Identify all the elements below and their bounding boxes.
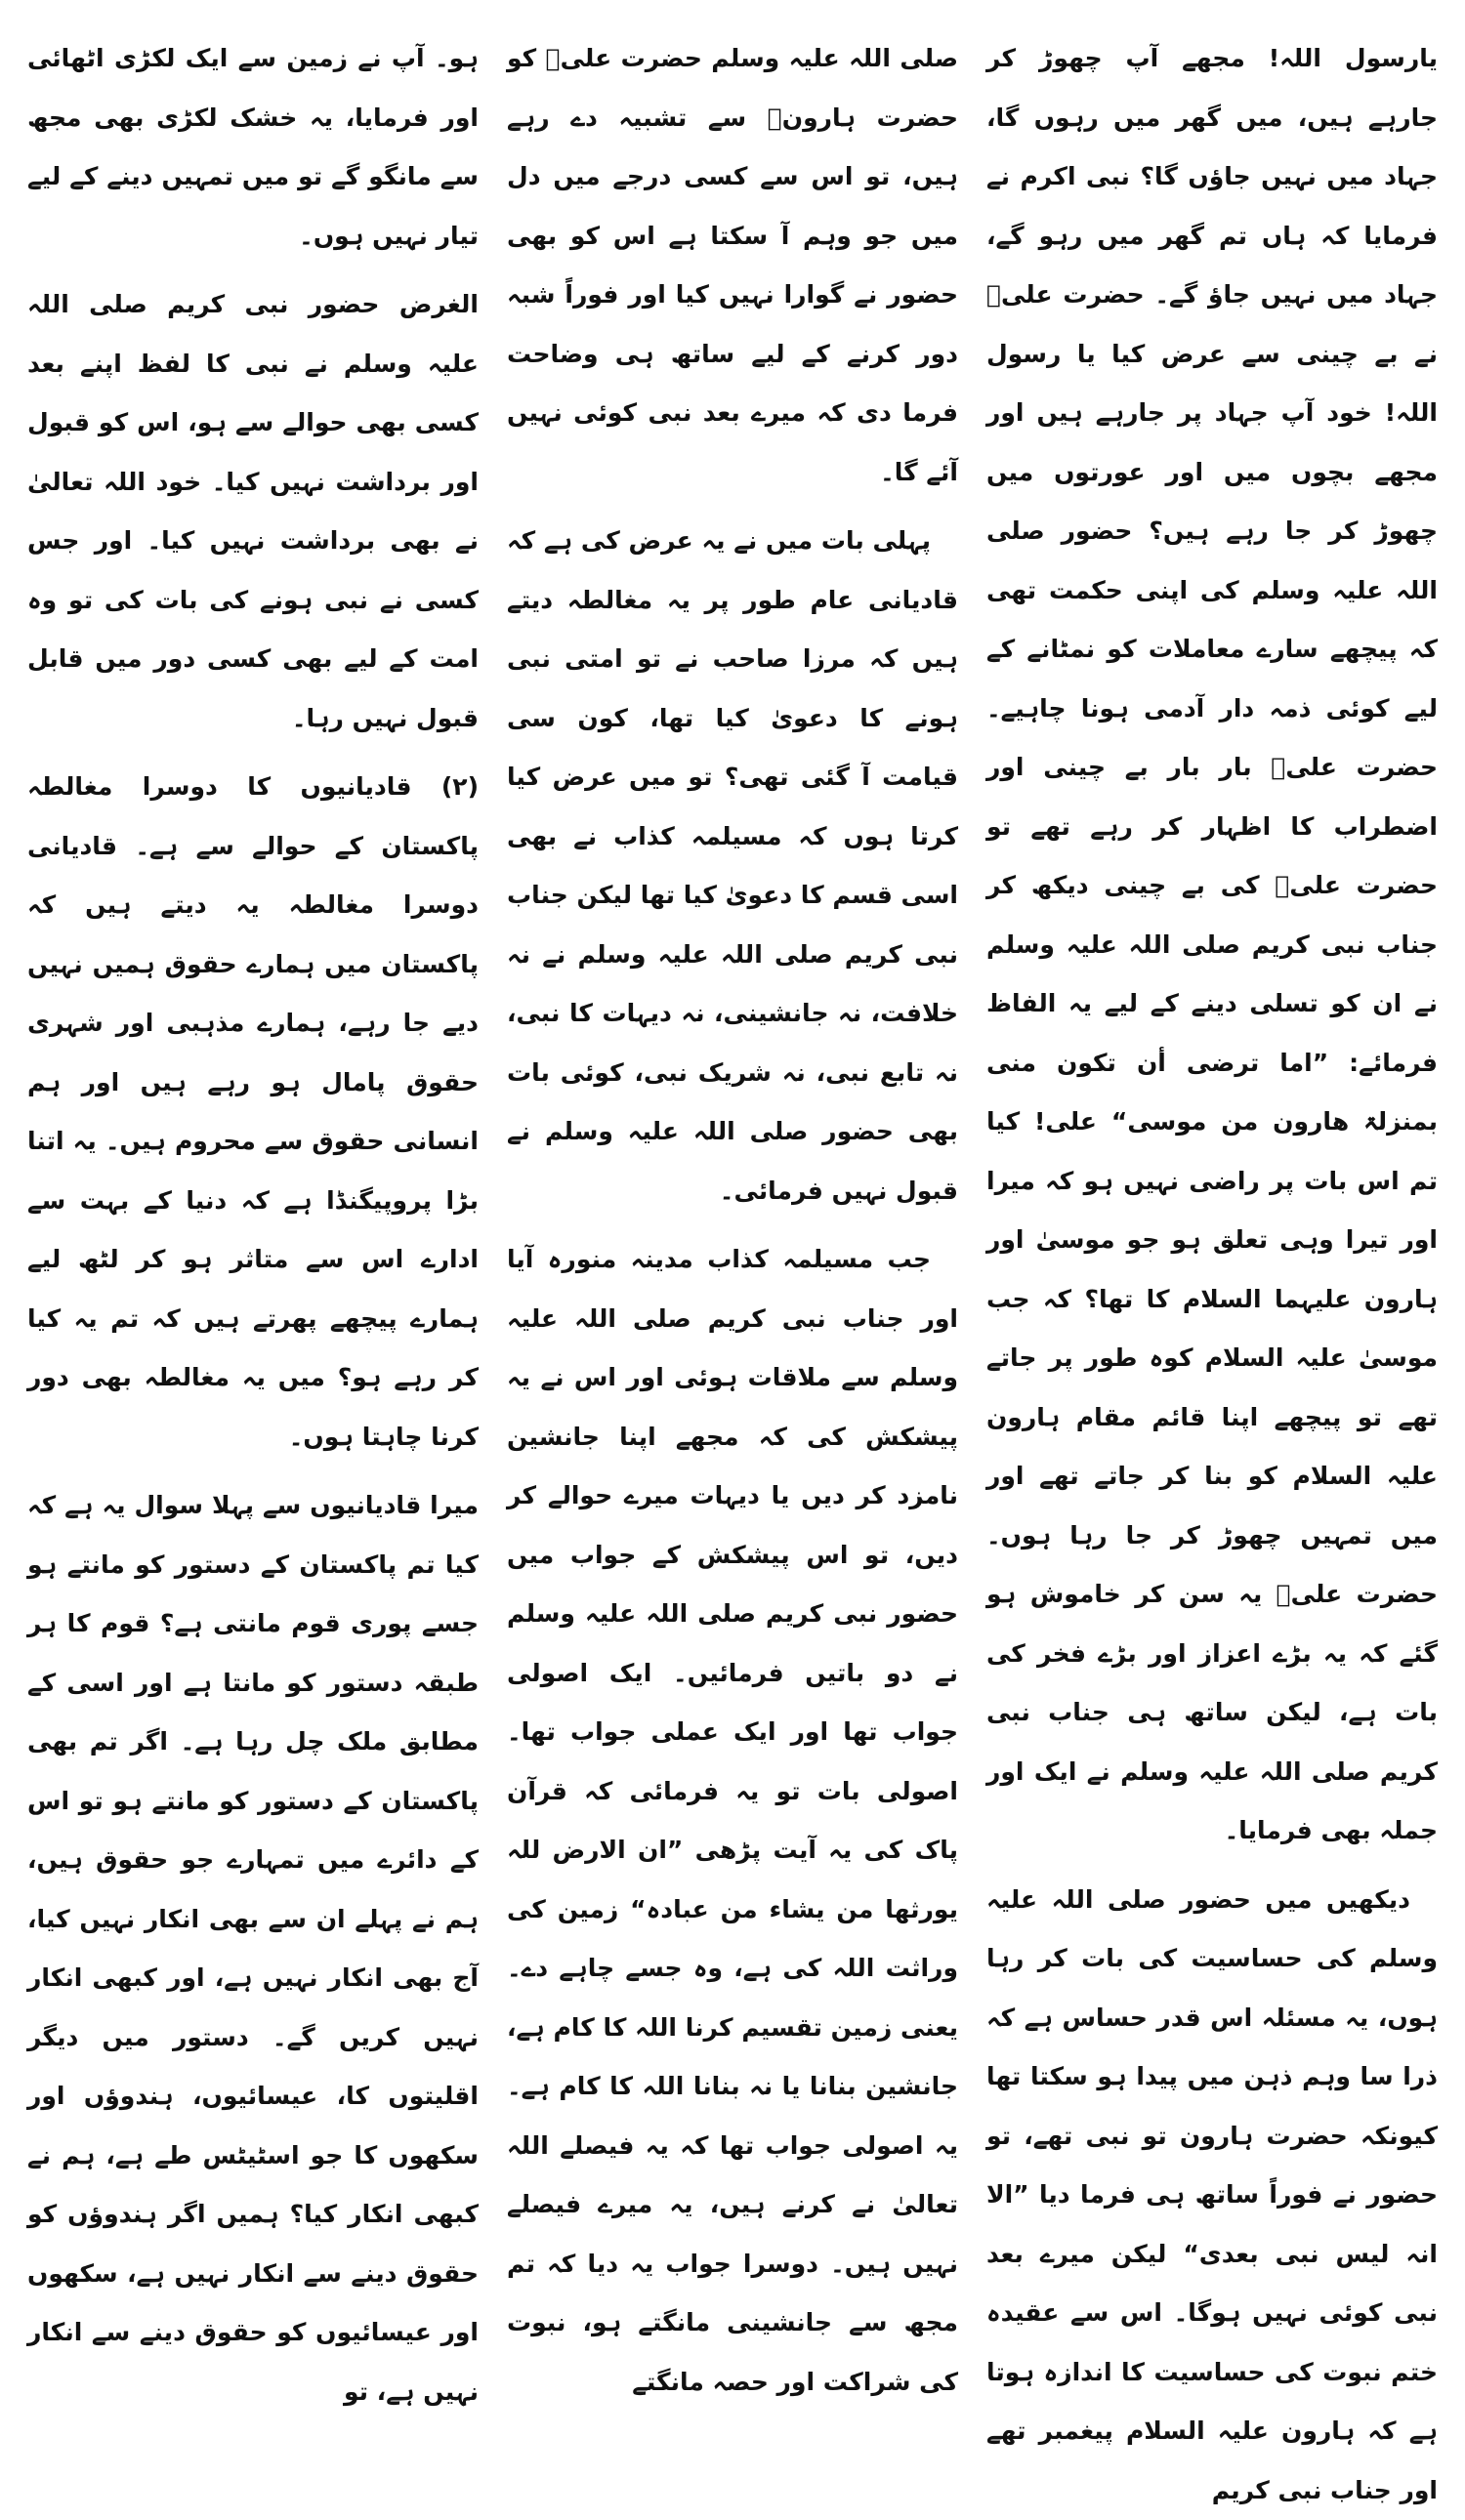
paragraph: ہو۔ آپ نے زمین سے ایک لکڑی اٹھائی اور فرمایا، یہ خشک لکڑی بھی مجھ سے مانگو گے تو میں تمہیں دینے کے لیے تیار نہیں ہوں۔ (27, 29, 479, 266)
paragraph: الغرض حضور نبی کریم صلی اللہ علیہ وسلم نے نبی کا لفظ اپنے بعد کسی بھی حوالے سے ہو، اس کو قبول اور برداشت نہیں کیا۔ خود اللہ تعالیٰ نے بھی برداشت نہیں کیا۔ اور جس کسی نے نبی ہونے کی بات کی تو وہ امت کے لیے بھی کسی دور میں قابل قبول نہیں رہا۔ (27, 275, 479, 748)
text-columns (27, 29, 1438, 2128)
paragraph: یارسول اللہ! مجھے آپ چھوڑ کر جارہے ہیں، میں گھر میں رہوں گا، جہاد میں نہیں جاؤں گا؟ نبی اکرم نے فرمایا کہ ہاں تم گھر میں رہو گے، جہاد میں نہیں جاؤ گے۔ حضرت علیؓ نے بے چینی سے عرض کیا یا رسول اللہ! خود آپ جہاد پر جارہے ہیں اور مجھے بچوں میں اور عورتوں میں چھوڑ کر جا رہے ہیں؟ حضور صلی اللہ علیہ وسلم کی اپنی حکمت تھی کہ پیچھے سارے معاملات کو نمٹانے کے لیے کوئی ذمہ دار آدمی ہونا چاہیے۔ حضرت علیؓ بار بار بے چینی اور اضطراب کا اظہار کر رہے تھے تو حضرت علیؓ کی بے چینی دیکھ کر جناب نبی کریم صلی اللہ علیہ وسلم نے ان کو تسلی دینے کے لیے یہ الفاظ فرمائے: ”اما ترضی أن تکون منی بمنزلۃ ھارون من موسی“ علی! کیا تم اس بات پر راضی نہیں ہو کہ میرا اور تیرا وہی تعلق ہو جو موسیٰ اور ہارون علیہما السلام کا تھا؟ کہ جب موسیٰ علیہ السلام کوہ طور پر جاتے تھے تو پیچھے اپنا قائم مقام ہارون علیہ السلام کو بنا کر جاتے تھے اور میں تمہیں چھوڑ کر جا رہا ہوں۔ حضرت علیؓ یہ سن کر خاموش ہو گئے کہ یہ بڑے اعزاز اور بڑے فخر کی بات ہے، لیکن ساتھ ہی جناب نبی کریم صلی اللہ علیہ وسلم نے ایک اور جملہ بھی فرمایا۔ (986, 29, 1438, 1861)
column-right (986, 29, 1438, 2128)
paragraph: (۲) قادیانیوں کا دوسرا مغالطہ پاکستان کے حوالے سے ہے۔ قادیانی دوسرا مغالطہ یہ دیتے ہیں کہ پاکستان میں ہمارے حقوق ہمیں نہیں دیے جا رہے، ہمارے مذہبی اور شہری حقوق پامال ہو رہے ہیں اور ہم انسانی حقوق سے محروم ہیں۔ یہ اتنا بڑا پروپیگنڈا ہے کہ دنیا کے بہت سے ادارے اس سے متاثر ہو کر لٹھ لیے ہمارے پیچھے پھرتے ہیں کہ تم یہ کیا کر رہے ہو؟ میں یہ مغالطہ بھی دور کرنا چاہتا ہوں۔ (27, 758, 479, 1467)
column-left (27, 29, 479, 2128)
paragraph: جب مسیلمہ کذاب مدینہ منورہ آیا اور جناب نبی کریم صلی اللہ علیہ وسلم سے ملاقات ہوئی اور اس نے یہ پیشکش کی کہ مجھے اپنا جانشین نامزد کر دیں یا دیہات میرے حوالے کر دیں، تو اس پیشکش کے جواب میں حضور نبی کریم صلی اللہ علیہ وسلم نے دو باتیں فرمائیں۔ ایک اصولی جواب تھا اور ایک عملی جواب تھا۔ اصولی بات تو یہ فرمائی کہ قرآن پاک کی یہ آیت پڑھی ”ان الارض للہ یورثھا من یشاء من عبادہ“ زمین کی وراثت اللہ کی ہے، وہ جسے چاہے دے۔ یعنی زمین تقسیم کرنا اللہ کا کام ہے، جانشین بنانا یا نہ بنانا اللہ کا کام ہے۔ یہ اصولی جواب تھا کہ یہ فیصلے اللہ تعالیٰ نے کرنے ہیں، یہ میرے فیصلے نہیں ہیں۔ دوسرا جواب یہ دیا کہ تم مجھ سے جانشینی مانگتے ہو، نبوت کی شراکت اور حصہ مانگتے (507, 1230, 958, 2412)
paragraph: میرا قادیانیوں سے پہلا سوال یہ ہے کہ کیا تم پاکستان کے دستور کو مانتے ہو جسے پوری قوم مانتی ہے؟ قوم کا ہر طبقہ دستور کو مانتا ہے اور اسی کے مطابق ملک چل رہا ہے۔ اگر تم بھی پاکستان کے دستور کو مانتے ہو تو اس کے دائرے میں تمہارے جو حقوق ہیں، ہم نے پہلے ان سے بھی انکار نہیں کیا، آج بھی انکار نہیں ہے، اور کبھی انکار نہیں کریں گے۔ دستور میں دیگر اقلیتوں کا، عیسائیوں، ہندوؤں اور سکھوں کا جو اسٹیٹس طے ہے، ہم نے کبھی انکار کیا؟ ہمیں اگر ہندوؤں کو حقوق دینے سے انکار نہیں ہے، سکھوں اور عیسائیوں کو حقوق دینے سے انکار نہیں ہے، تو (27, 1476, 479, 2421)
paragraph: دیکھیں میں حضور صلی اللہ علیہ وسلم کی حساسیت کی بات کر رہا ہوں، یہ مسئلہ اس قدر حساس ہے کہ ذرا سا وہم ذہن میں پیدا ہو سکتا تھا کیونکہ حضرت ہارون تو نبی تھے، تو حضور نے فوراً ساتھ ہی فرما دیا ”الا انہ لیس نبی بعدی“ لیکن میرے بعد نبی کوئی نہیں ہوگا۔ اس سے عقیدہ ختم نبوت کی حساسیت کا اندازہ ہوتا ہے کہ ہارون علیہ السلام پیغمبر تھے اور جناب نبی کریم (986, 1871, 1438, 2520)
paragraph: صلی اللہ علیہ وسلم حضرت علیؓ کو حضرت ہارونؑ سے تشبیہ دے رہے ہیں، تو اس سے کسی درجے میں دل میں جو وہم آ سکتا ہے اس کو بھی حضور نے گوارا نہیں کیا اور فوراً شبہ دور کرنے کے لیے ساتھ ہی وضاحت فرما دی کہ میرے بعد نبی کوئی نہیں آئے گا۔ (507, 29, 958, 502)
column-middle (507, 29, 958, 2128)
paragraph: پہلی بات میں نے یہ عرض کی ہے کہ قادیانی عام طور پر یہ مغالطہ دیتے ہیں کہ مرزا صاحب نے تو امتی نبی ہونے کا دعویٰ کیا تھا، کون سی قیامت آ گئی تھی؟ تو میں عرض کیا کرتا ہوں کہ مسیلمہ کذاب نے بھی اسی قسم کا دعویٰ کیا تھا لیکن جناب نبی کریم صلی اللہ علیہ وسلم نے نہ خلافت، نہ جانشینی، نہ دیہات کا نبی، نہ تابع نبی، نہ شریک نبی، کوئی بات بھی حضور صلی اللہ علیہ وسلم نے قبول نہیں فرمائی۔ (507, 512, 958, 1220)
